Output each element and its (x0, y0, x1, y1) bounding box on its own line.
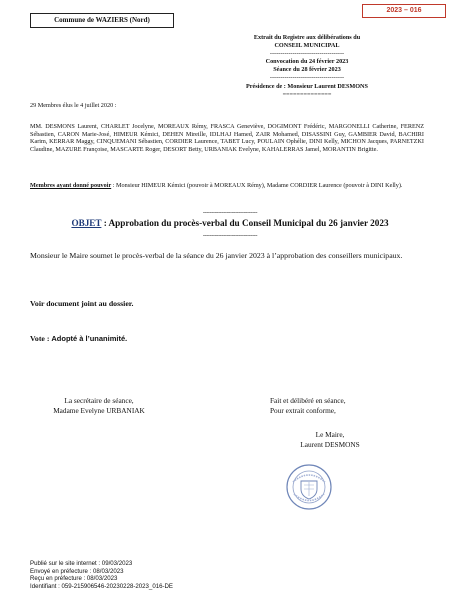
mayor-title: Le Maire, (315, 430, 345, 439)
voir-document-note: Voir document joint au dossier. (30, 299, 134, 308)
transmission-footer (30, 560, 173, 590)
secretary-title: La secrétaire de séance, (64, 396, 134, 405)
members-list: MM. DESMONS Laurent, CHARLET Jocelyne, MOREAUX Rémy, FRASCA Geneviève, DOGIMONT Frédéric, MARGONELLI Catherine, FERENZ Sébastien, CARON Marie-José, HIMEUR Kémici, DEHEN Mireille, IDLHAJ Hamed, ZAIR Mohamed, DISASSINI Guy, GAMBIER David, BACHIRI Karim, KERRAR Maggy, CINQUEMANI Sébastien, CORDIER Laurence, TABET Lucy, POULAIN Ophélie, DINI Kelly, MICHON Jacques, PARNETZKI Claudine, MAZURE Françoise, MASCARTE Roger, DESORT Betty, URBANIAK Evelyne, KAHALERRAS Jamel, MORANTIN Brigitte. (30, 123, 424, 153)
objet-dashes-top: -------------------------------- (202, 210, 258, 216)
vote-result: Adopté à l’unanimité (51, 334, 126, 343)
secretary-name: Madame Evelyne URBANIAK (53, 405, 145, 415)
mayor-name: Laurent DESMONS (300, 439, 360, 449)
pouvoir-paragraph (30, 182, 424, 190)
convocation-date: Convocation du 24 février 2023 (265, 58, 349, 65)
footer-identifier: Identifiant : 059-215906546-20230228-2023_016-DE (30, 582, 173, 590)
mayor-block (270, 430, 390, 449)
objet-text: : Approbation du procès-verbal du Conseil Municipal du 26 janvier 2023 (101, 218, 389, 228)
header-line-1: Extrait du Registre aux délibérations du (253, 34, 361, 41)
main-paragraph: Monsieur le Maire soumet le procès-verbal de la séance du 26 janvier 2023 à l’approbation des conseillers municipaux. (30, 251, 403, 260)
vote-period: . (125, 334, 128, 343)
header-title: CONSEIL MUNICIPAL (274, 42, 340, 49)
commune-label: Commune de WAZIERS (Nord) (30, 13, 174, 28)
objet-dashes-bottom: -------------------------------- (202, 233, 258, 239)
footer-published: Publié sur le site internet : 09/03/2023 (30, 560, 133, 567)
town-seal-stamp-icon (284, 462, 334, 512)
signature-line-1: Fait et délibéré en séance, (270, 396, 346, 405)
seance-date: Séance du 28 février 2023 (273, 66, 341, 73)
header-dashes: ------------------------------------ (269, 50, 345, 57)
header-equals: ============== (282, 91, 332, 98)
objet-heading (30, 218, 430, 228)
footer-sent: Envoyé en préfecture : 08/03/2023 (30, 567, 124, 575)
signature-block (270, 396, 390, 415)
objet-label: OBJET (71, 218, 102, 228)
members-intro: 29 Membres élus le 4 juillet 2020 : (30, 102, 117, 109)
header-dashes-2: ------------------------------------ (269, 74, 345, 81)
signature-line-2: Pour extrait conforme, (270, 405, 336, 415)
presidence: Présidence de : Monsieur Laurent DESMONS (246, 83, 368, 90)
secretary-block (44, 396, 154, 415)
deliberation-reference-badge: 2023 – 016 (362, 4, 446, 18)
pouvoir-text: : Monsieur HIMEUR Kémici (pouvoir à MOREAUX Rémy), Madame CORDIER Laurence (pouvoir à DINI Kelly). (111, 182, 403, 189)
vote-line (30, 334, 127, 344)
pouvoir-label: Membres ayant donné pouvoir (30, 182, 112, 189)
footer-received: Reçu en préfecture : 08/03/2023 (30, 575, 118, 583)
vote-label: Vote : (30, 334, 52, 343)
